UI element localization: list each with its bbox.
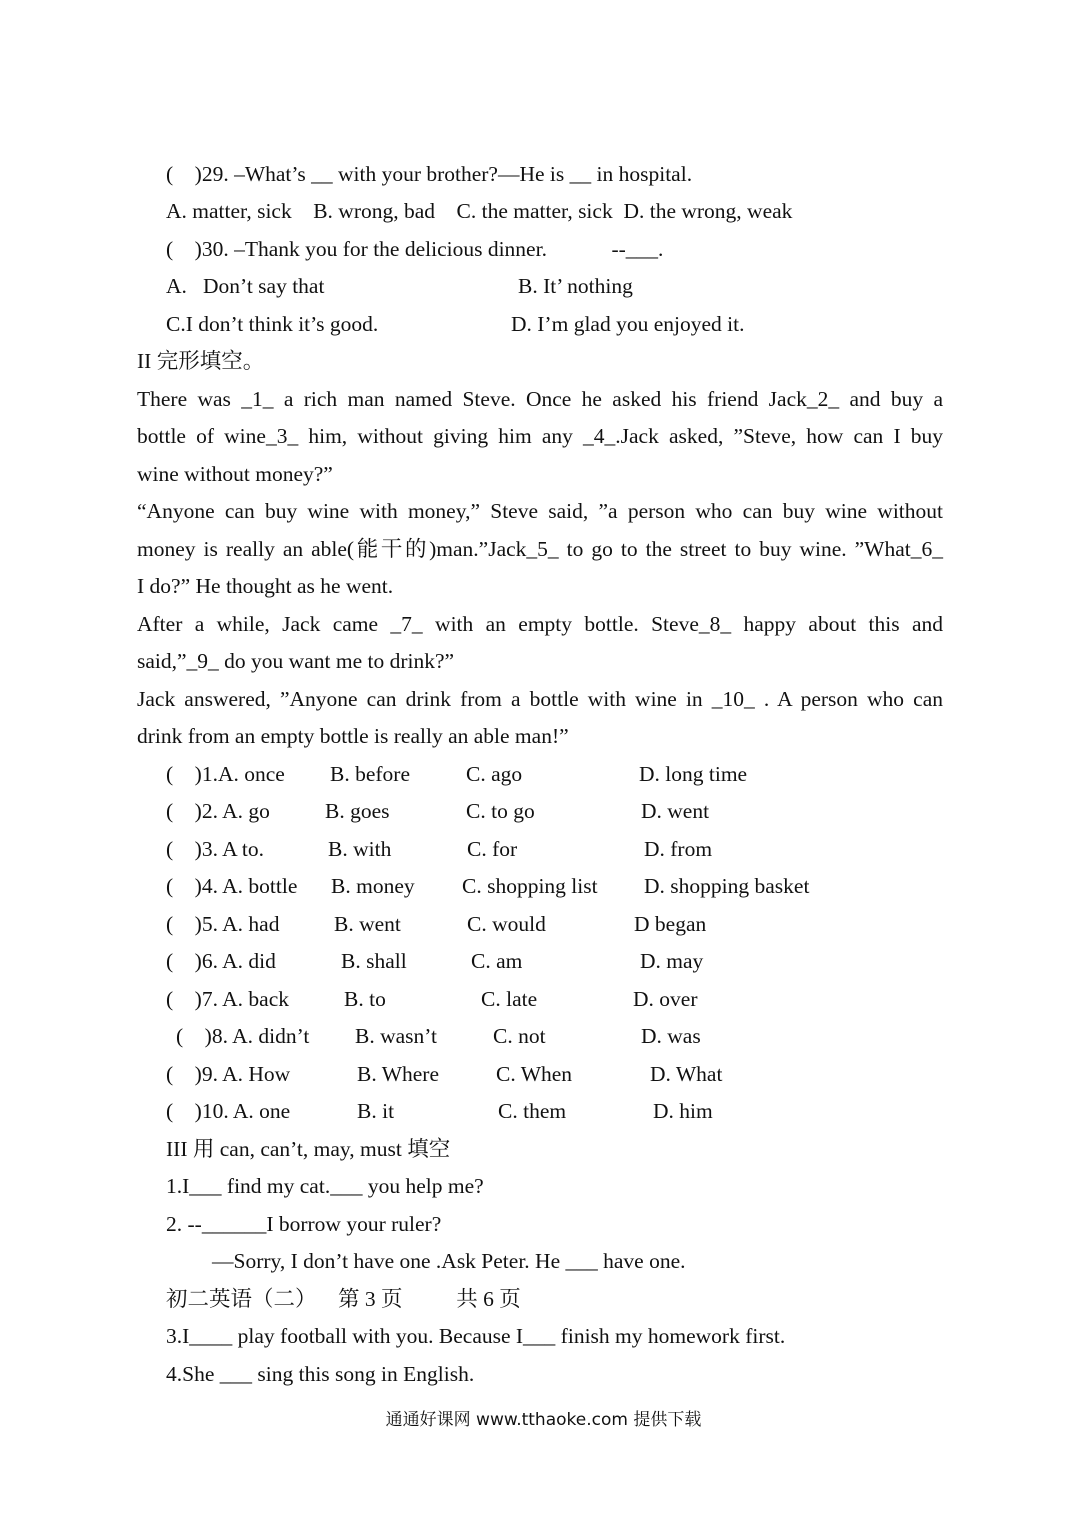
- cloze-option-b: B. before: [330, 762, 410, 786]
- cloze-option-b: B. it: [357, 1099, 395, 1123]
- cloze-question-label: ( )7. A. back: [166, 987, 289, 1011]
- cloze-option-d: D. What: [650, 1062, 723, 1086]
- question-29-options: A. matter, sick B. wrong, bad C. the matter, sick D. the wrong, weak: [166, 199, 793, 223]
- passage-line: said,”_9_ do you want me to drink?”: [137, 649, 455, 673]
- cloze-option-b: B. wasn’t: [355, 1024, 438, 1048]
- cloze-option-c: C. shopping list: [462, 874, 598, 898]
- cloze-option-c: C. them: [498, 1099, 567, 1123]
- section-2-heading: II 完形填空。: [137, 349, 265, 373]
- fill-in-line-2: 2. --______I borrow your ruler?: [166, 1212, 442, 1236]
- question-30-option-a: A. Don’t say that: [166, 274, 325, 298]
- cloze-option-d: D. went: [641, 799, 710, 823]
- passage-line: Jack answered, ”Anyone can drink from a bottle with wine in _10_ . A person who can: [137, 687, 943, 711]
- fill-in-line-1: 1.I___ find my cat.___ you help me?: [166, 1174, 484, 1198]
- cloze-option-c: C. to go: [466, 799, 535, 823]
- passage-line: There was _1_ a rich man named Steve. Once he asked his friend Jack_2_ and buy a: [137, 387, 943, 411]
- cloze-option-d: D. from: [644, 837, 713, 861]
- cloze-question-label: ( )3. A to.: [166, 837, 264, 861]
- cloze-option-b: B. shall: [341, 949, 407, 973]
- cloze-option-b: B. with: [328, 837, 392, 861]
- page-number-info: 初二英语（二） 第 3 页 共 6 页: [166, 1287, 521, 1311]
- passage-line: “Anyone can buy wine with money,” Steve said, ”a person who can buy wine without: [137, 499, 943, 523]
- passage-line: I do?” He thought as he went.: [137, 574, 394, 598]
- cloze-question-label: ( )6. A. did: [166, 949, 276, 973]
- passage-line: money is really an able(能干的)man.”Jack_5_ to go to the street to buy wine. ”What_6_: [137, 537, 943, 561]
- cloze-question-label: ( )4. A. bottle: [166, 874, 298, 898]
- footer-watermark: 通通好课网 www.tthaoke.com 提供下载: [385, 1410, 702, 1430]
- fill-in-line-2-answer: —Sorry, I don’t have one .Ask Peter. He ___ have one.: [212, 1249, 686, 1273]
- cloze-option-d: D. over: [633, 987, 698, 1011]
- cloze-option-c: C. am: [471, 949, 523, 973]
- question-30-option-c: C.I don’t think it’s good.: [166, 312, 379, 336]
- cloze-question-label: ( )1.A. once: [166, 762, 285, 786]
- cloze-question-label: ( )5. A. had: [166, 912, 280, 936]
- cloze-option-d: D. was: [641, 1024, 701, 1048]
- fill-in-line-4: 4.She ___ sing this song in English.: [166, 1362, 475, 1386]
- cloze-option-b: B. goes: [325, 799, 390, 823]
- section-3-heading: III 用 can, can’t, may, must 填空: [166, 1137, 451, 1161]
- cloze-option-b: B. Where: [357, 1062, 439, 1086]
- passage-line: bottle of wine_3_ him, without giving him any _4_.Jack asked, ”Steve, how can I buy: [137, 424, 943, 448]
- question-29: ( )29. –What’s __ with your brother?—He is __ in hospital.: [166, 162, 693, 186]
- cloze-question-label: ( )9. A. How: [166, 1062, 291, 1086]
- cloze-option-b: B. to: [344, 987, 386, 1011]
- cloze-option-b: B. went: [334, 912, 401, 936]
- cloze-question-label: ( )2. A. go: [166, 799, 270, 823]
- passage-line: drink from an empty bottle is really an able man!”: [137, 724, 569, 748]
- cloze-question-label: ( )8. A. didn’t: [176, 1024, 310, 1048]
- cloze-option-c: C. for: [467, 837, 518, 861]
- question-30: ( )30. –Thank you for the delicious dinner. --___.: [166, 237, 664, 261]
- cloze-option-d: D began: [634, 912, 707, 936]
- passage-line: wine without money?”: [137, 462, 333, 486]
- cloze-option-d: D. long time: [639, 762, 748, 786]
- cloze-option-d: D. shopping basket: [644, 874, 810, 898]
- cloze-option-c: C. not: [493, 1024, 546, 1048]
- cloze-option-c: C. would: [467, 912, 546, 936]
- cloze-option-c: C. late: [481, 987, 538, 1011]
- cloze-option-b: B. money: [331, 874, 415, 898]
- fill-in-line-3: 3.I____ play football with you. Because I___ finish my homework first.: [166, 1324, 786, 1348]
- question-30-option-b: B. It’ nothing: [518, 274, 633, 298]
- cloze-question-label: ( )10. A. one: [166, 1099, 291, 1123]
- passage-line: After a while, Jack came _7_ with an empty bottle. Steve_8_ happy about this and: [137, 612, 943, 636]
- question-30-option-d: D. I’m glad you enjoyed it.: [511, 312, 745, 336]
- cloze-option-c: C. When: [496, 1062, 573, 1086]
- cloze-option-c: C. ago: [466, 762, 523, 786]
- cloze-option-d: D. him: [653, 1099, 713, 1123]
- cloze-option-d: D. may: [640, 949, 704, 973]
